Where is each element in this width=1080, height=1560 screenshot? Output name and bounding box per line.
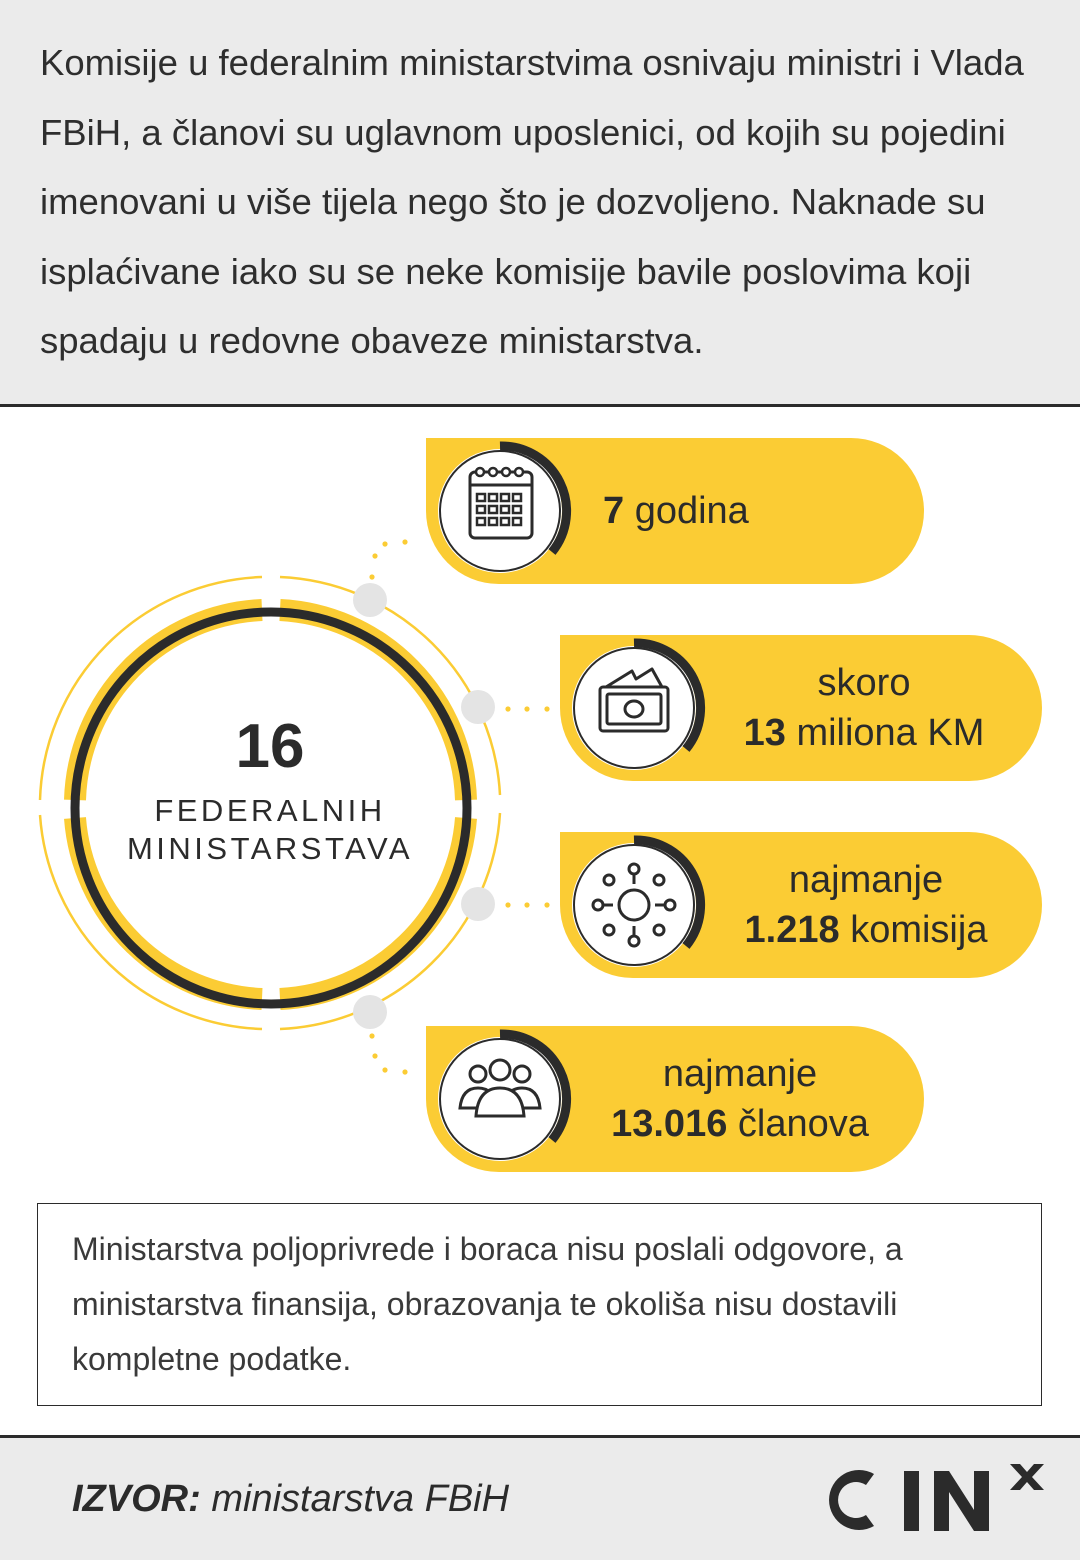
- stat-years-text: [603, 438, 913, 584]
- source-band: [0, 1435, 1080, 1560]
- source-label: IZVOR:: [72, 1478, 201, 1520]
- stat-money-text: [700, 635, 1028, 781]
- stat-members-value: 13.016: [611, 1103, 728, 1145]
- stat-years-line: [603, 486, 749, 536]
- people-icon: [436, 1026, 582, 1172]
- stat-money-unit: miliona KM: [796, 712, 985, 754]
- ministries-label-line2: MINISTARSTAVA: [126, 831, 414, 866]
- ministries-label-line1: FEDERALNIH: [154, 793, 386, 828]
- source-text: ministarstva FBiH: [211, 1478, 510, 1520]
- cin-logo: [822, 1460, 1047, 1540]
- stat-members-text: [582, 1026, 898, 1172]
- note-text: Ministarstva poljoprivrede i boraca nisu poslali odgovore, a ministarstva finansija, obrazovanja te okoliša nisu dostavili kompletne podatke.: [72, 1231, 903, 1377]
- stat-money-prefix: skoro: [817, 662, 911, 704]
- stat-commissions-unit: komisija: [850, 909, 988, 951]
- stat-money-line: [744, 708, 985, 758]
- source-line: [72, 1478, 509, 1521]
- stat-commissions-text: [700, 832, 1032, 978]
- calendar-icon: [436, 438, 582, 584]
- stat-years-value: 7: [603, 490, 625, 532]
- money-icon: [570, 635, 716, 781]
- intro-text: Komisije u federalnim ministarstvima osnivaju ministri i Vlada FBiH, a članovi su uglavnom uposlenici, od kojih su pojedini imenovani u više tijela nego što je dozvoljeno. Naknade su isplaćivane iako su se neke komisije bavile poslovima koji spadaju u redovne obaveze ministarstva.: [40, 42, 1024, 361]
- ministries-count: 16: [235, 712, 305, 781]
- stat-money-value: 13: [743, 712, 786, 754]
- note-box: [37, 1203, 1042, 1406]
- network-icon: [570, 832, 716, 978]
- stat-years-unit: godina: [634, 490, 749, 532]
- stat-commissions-prefix: najmanje: [788, 859, 944, 901]
- stat-commissions-line: [745, 905, 988, 955]
- x-icon: [1010, 1464, 1044, 1490]
- stat-members-prefix: najmanje: [662, 1053, 818, 1095]
- stat-commissions-value: 1.218: [744, 909, 840, 951]
- ministries-label: [100, 792, 440, 868]
- stat-members-unit: članova: [737, 1103, 869, 1145]
- stat-members-line: [611, 1099, 869, 1149]
